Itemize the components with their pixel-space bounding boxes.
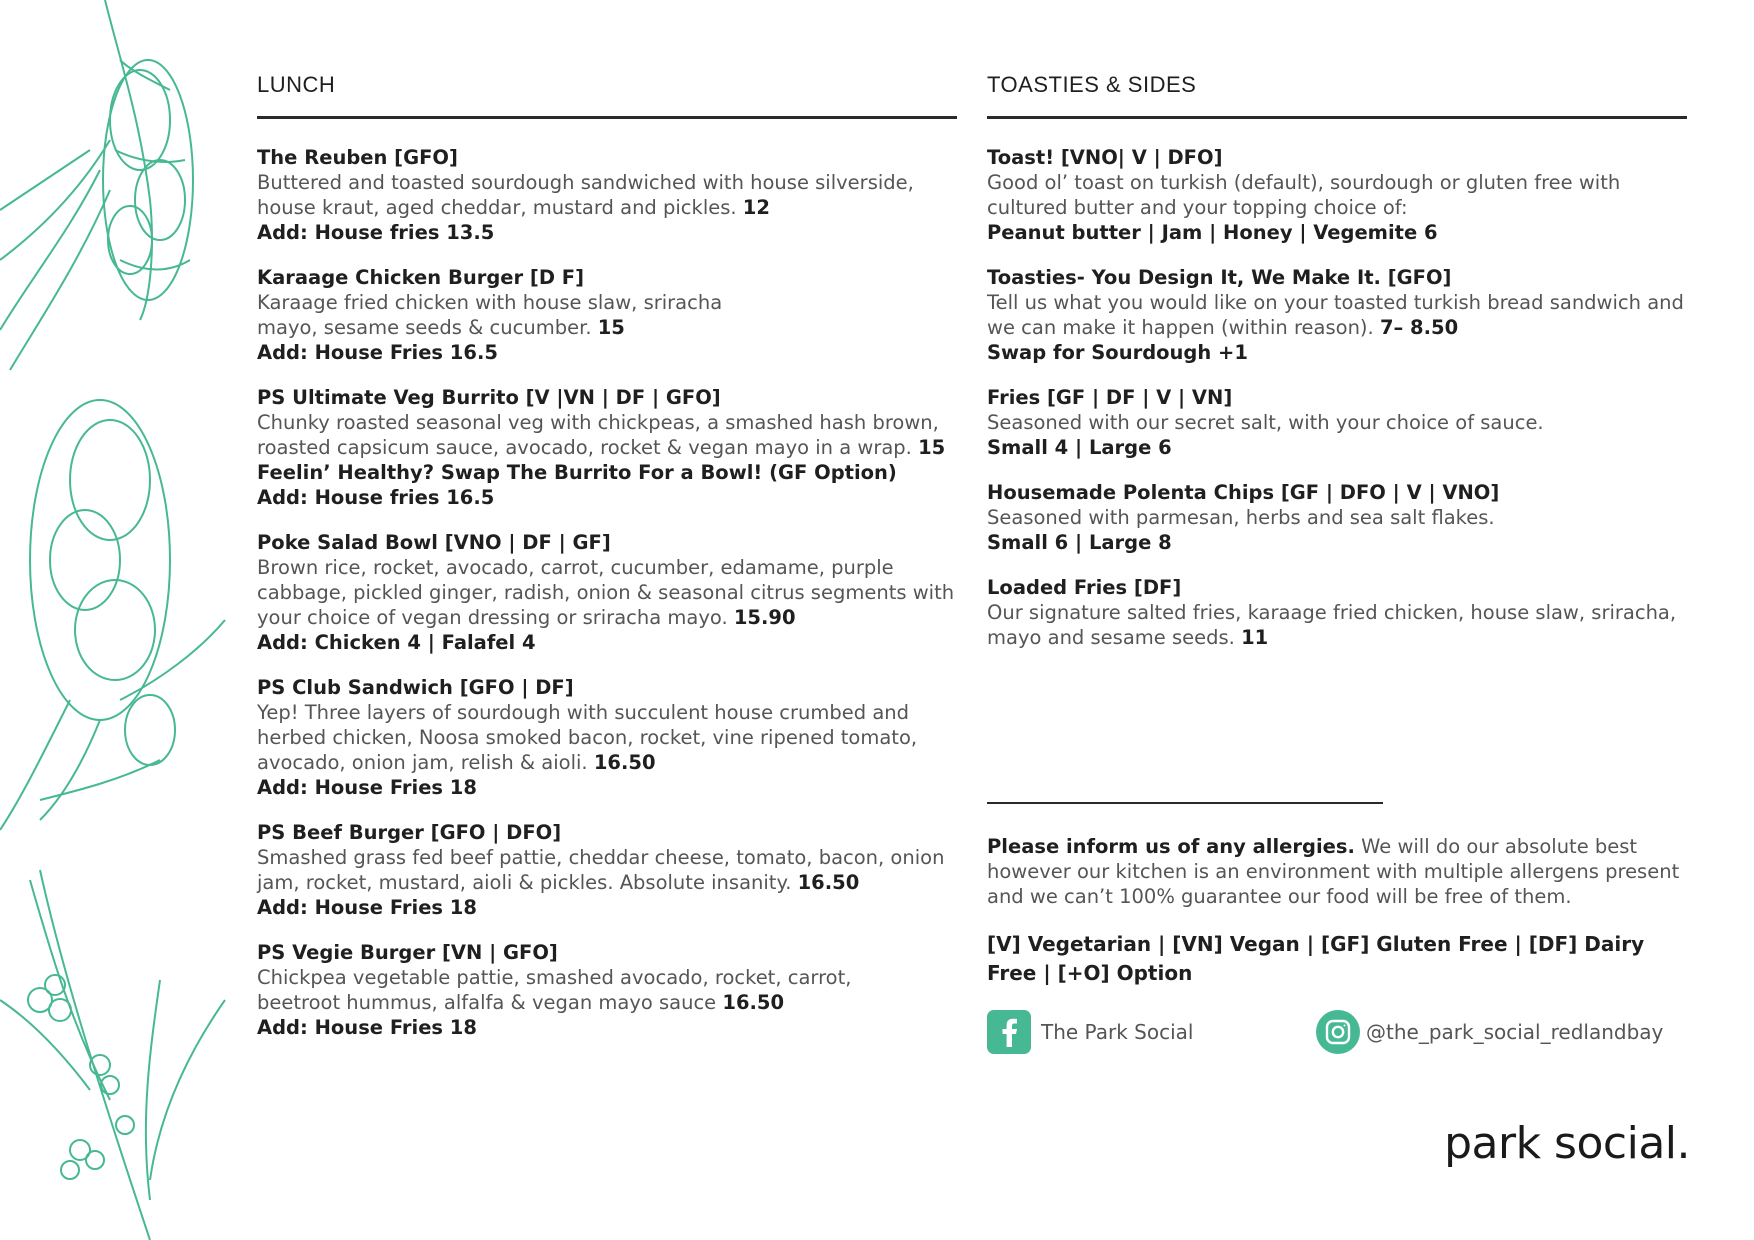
item-price: 16.50 [593,751,656,774]
item-name: PS Vegie Burger [VN | GFO] [257,941,558,964]
item-name: Fries [GF | DF | V | VN] [987,386,1233,409]
facebook-label: The Park Social [1041,1020,1194,1044]
item-desc-text: Tell us what you would like on your toasted turkish bread sandwich and we can make it happen (within reason). [987,291,1684,339]
item-extra-2: Add: House fries 16.5 [257,486,495,509]
item-name: PS Ultimate Veg Burrito [V |VN | DF | GFO] [257,386,721,409]
item-extra: Add: House Fries 16.5 [257,341,498,364]
item-desc-text: Chickpea vegetable pattie, smashed avocado, rocket, carrot, beetroot hummus, alfalfa & vegan mayo sauce [257,966,852,1014]
dietary-legend: [V] Vegetarian | [VN] Vegan | [GF] Gluten Free | [DF] Dairy Free | [+O] Option [987,932,1645,985]
item-desc: Seasoned with parmesan, herbs and sea salt flakes. [987,506,1495,529]
item-extra: Add: Chicken 4 | Falafel 4 [257,631,536,654]
item-price: 16.50 [722,991,785,1014]
item-name: PS Club Sandwich [GFO | DF] [257,676,574,699]
menu-item-reuben [257,145,957,245]
section-title-lunch: LUNCH [257,72,957,119]
item-name: Toast! [VNO| V | DFO] [987,146,1223,169]
wattle-bottom-icon [0,870,225,1240]
item-desc [987,600,1687,650]
menu-item-beef-burger [257,820,957,920]
banksia-top-icon [0,0,193,370]
item-name: Karaage Chicken Burger [D F] [257,266,585,289]
item-price: 12 [742,196,770,219]
item-desc-text: Yep! Three layers of sourdough with succulent house crumbed and herbed chicken, Noosa smoked bacon, rocket, vine ripened tomato, avocado, onion jam, relish & aioli. [257,701,918,774]
allergy-heading: Please inform us of any allergies. [987,835,1355,858]
item-name: Toasties- You Design It, We Make It. [GFO] [987,266,1452,289]
item-extra: Add: House Fries 18 [257,776,477,799]
item-desc: Good ol’ toast on turkish (default), sourdough or gluten free with cultured butter and your topping choice of: [987,171,1621,219]
menu-item-karaage-burger [257,265,957,365]
item-name: PS Beef Burger [GFO | DFO] [257,821,562,844]
botanical-illustration [0,0,230,1240]
section-title-sides: TOASTIES & SIDES [987,72,1687,119]
sides-section [987,72,1687,670]
item-desc-text: Buttered and toasted sourdough sandwiched with house silverside, house kraut, aged cheddar, mustard and pickles. [257,171,914,219]
item-desc [257,845,957,895]
allergy-text: We will do our absolute best however our kitchen is an environment with multiple allergens present and we can’t 100% guarantee our food will be free of them. [987,835,1680,908]
allergy-notice [987,834,1687,909]
menu-item-polenta-chips [987,480,1687,555]
item-desc [257,290,777,340]
item-extra: Small 4 | Large 6 [987,436,1172,459]
divider [987,802,1383,804]
item-desc [257,555,957,630]
menu-item-veg-burrito [257,385,957,510]
banksia-middle-icon [0,400,225,830]
item-extra: Add: House fries 13.5 [257,221,495,244]
item-desc [257,410,957,460]
item-desc-text: Chunky roasted seasonal veg with chickpeas, a smashed hash brown, roasted capsicum sauce, avocado, rocket & vegan mayo in a wrap. [257,411,939,459]
item-price: 16.50 [797,871,860,894]
item-name: Housemade Polenta Chips [GF | DFO | V | VNO] [987,481,1500,504]
menu-item-poke-bowl [257,530,957,655]
instagram-icon [1316,1010,1360,1054]
item-price: 15 [597,316,625,339]
item-name: Poke Salad Bowl [VNO | DF | GF] [257,531,611,554]
facebook-icon [987,1010,1031,1054]
facebook-link[interactable] [987,1010,1193,1054]
instagram-label: @the_park_social_redlandbay [1366,1020,1664,1044]
lunch-section [257,72,957,1060]
brand-logo: park social. [1444,1118,1690,1169]
item-name: The Reuben [GFO] [257,146,458,169]
item-extra: Swap for Sourdough +1 [987,341,1248,364]
item-desc: Seasoned with our secret salt, with your choice of sauce. [987,411,1544,434]
menu-item-fries [987,385,1687,460]
item-price: 11 [1241,626,1269,649]
item-extra: Add: House Fries 18 [257,1016,477,1039]
item-extra: Add: House Fries 18 [257,896,477,919]
item-desc [257,170,957,220]
item-price: 15 [918,436,946,459]
item-price: 15.90 [733,606,796,629]
item-extra: Feelin’ Healthy? Swap The Burrito For a Bowl! (GF Option) [257,461,897,484]
item-name: Loaded Fries [DF] [987,576,1182,599]
item-extra: Small 6 | Large 8 [987,531,1172,554]
item-desc [257,965,877,1015]
instagram-link[interactable] [1316,1010,1663,1054]
item-price: 7– 8.50 [1379,316,1459,339]
item-desc [987,290,1687,340]
item-desc-text: Karaage fried chicken with house slaw, sriracha mayo, sesame seeds & cucumber. [257,291,723,339]
item-desc-text: Smashed grass fed beef pattie, cheddar cheese, tomato, bacon, onion jam, rocket, mustard, aioli & pickles. Absolute insanity. [257,846,945,894]
item-desc-text: Brown rice, rocket, avocado, carrot, cucumber, edamame, purple cabbage, pickled ginger, radish, onion & seasonal citrus segments with your choice of vegan dressing or sriracha mayo. [257,556,955,629]
menu-item-toasties [987,265,1687,365]
menu-item-loaded-fries [987,575,1687,650]
item-desc-text: Our signature salted fries, karaage fried chicken, house slaw, sriracha, mayo and sesame seeds. [987,601,1677,649]
item-desc [257,700,957,775]
menu-item-vegie-burger [257,940,957,1040]
menu-item-club-sandwich [257,675,957,800]
menu-item-toast [987,145,1687,245]
item-extra: Peanut butter | Jam | Honey | Vegemite 6 [987,221,1438,244]
